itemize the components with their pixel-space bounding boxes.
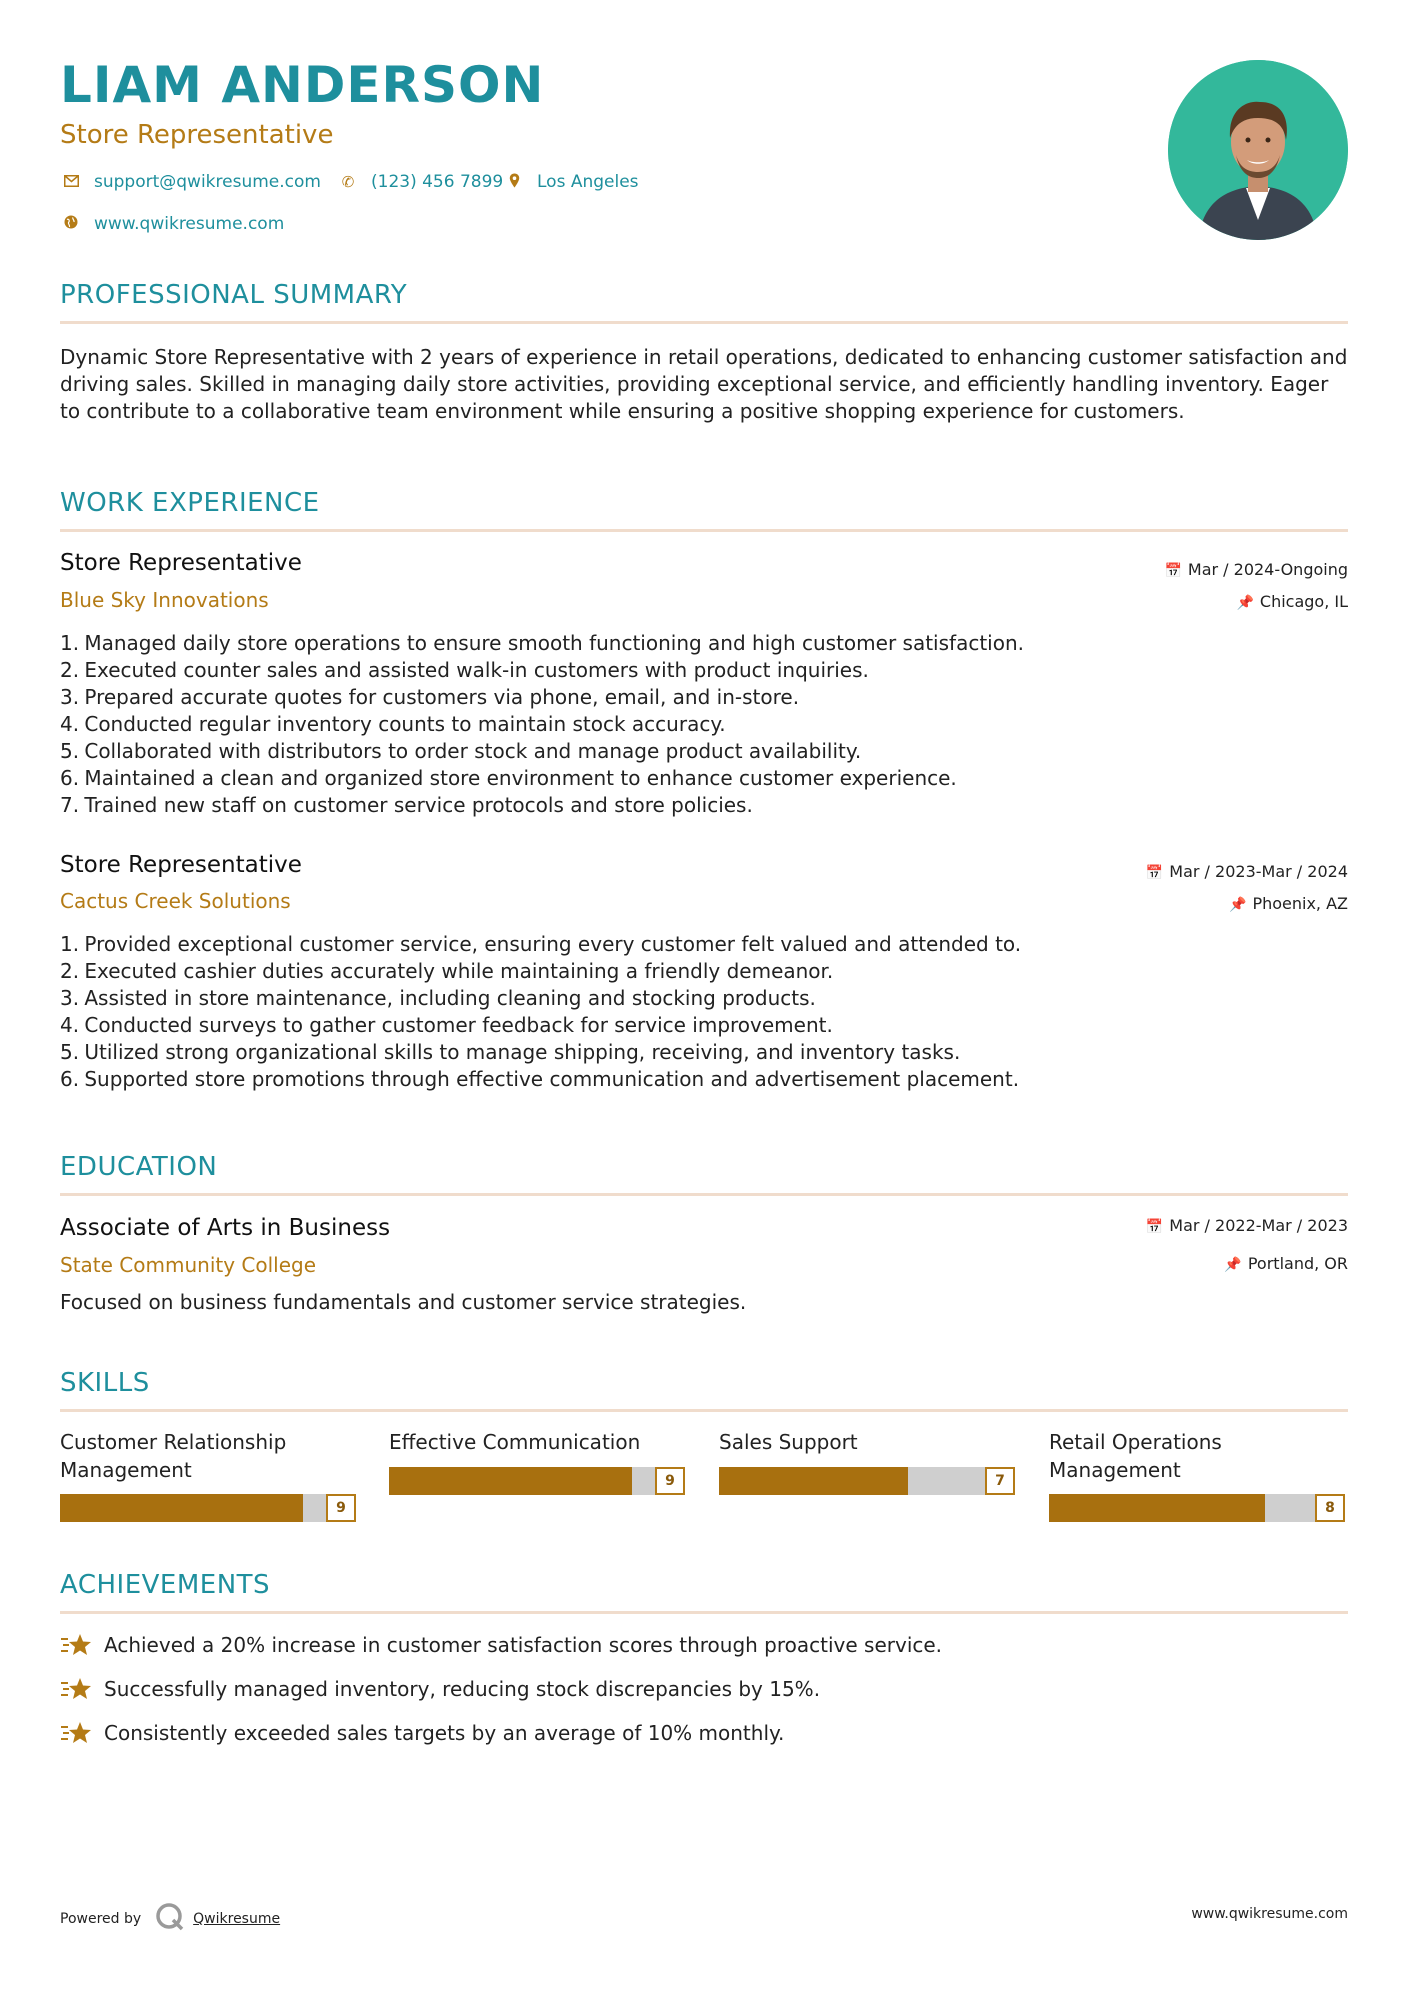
calendar-icon: 📅 <box>1145 865 1164 881</box>
education-heading: EDUCATION <box>60 1152 218 1182</box>
contact-email[interactable] <box>60 172 321 192</box>
skills-divider <box>60 1409 1348 1412</box>
globe-icon <box>60 215 82 233</box>
experience-divider <box>60 529 1348 532</box>
skill-score: 8 <box>1315 1494 1345 1522</box>
skill-bar-fill <box>1049 1494 1265 1522</box>
skill-score: 9 <box>326 1494 356 1522</box>
contact-website[interactable] <box>60 214 284 234</box>
job-dates-text: Mar / 2023-Mar / 2024 <box>1169 862 1348 881</box>
star-icon <box>60 1632 92 1658</box>
skill-score: 7 <box>985 1467 1015 1495</box>
achievement-item <box>60 1676 820 1702</box>
achievements-heading: ACHIEVEMENTS <box>60 1570 271 1600</box>
list-item: 5. Utilized strong organizational skills to manage shipping, receiving, and inventory tasks. <box>60 1040 961 1064</box>
skills-heading: SKILLS <box>60 1368 150 1398</box>
education-dates <box>1146 1216 1348 1235</box>
skill-bar-fill <box>389 1467 632 1495</box>
job-title: Store Representative <box>60 852 302 878</box>
job-title: Store Representative <box>60 550 302 576</box>
education-location-text: Portland, OR <box>1247 1254 1348 1273</box>
calendar-icon: 📅 <box>1145 1219 1164 1235</box>
location-text: Los Angeles <box>537 172 639 192</box>
job-company: Cactus Creek Solutions <box>60 889 291 913</box>
experience-heading: WORK EXPERIENCE <box>60 488 320 518</box>
contact-phone[interactable] <box>337 172 503 192</box>
list-item: 1. Managed daily store operations to ensure smooth functioning and high customer satisfaction. <box>60 631 1024 655</box>
website-text: www.qwikresume.com <box>94 214 285 234</box>
skill-name: Sales Support <box>719 1430 858 1454</box>
map-pin-icon <box>503 173 525 192</box>
candidate-role: Store Representative <box>60 120 334 150</box>
summary-heading: PROFESSIONAL SUMMARY <box>60 280 408 310</box>
skill-bar <box>60 1494 330 1522</box>
candidate-name: LIAM ANDERSON <box>60 56 545 114</box>
education-location <box>1224 1254 1348 1273</box>
contact-location <box>503 172 639 192</box>
footer-url[interactable]: www.qwikresume.com <box>1191 1906 1348 1922</box>
achievement-item <box>60 1720 784 1746</box>
pushpin-icon: 📌 <box>1236 595 1254 611</box>
list-item: 4. Conducted surveys to gather customer feedback for service improvement. <box>60 1013 833 1037</box>
pushpin-icon: 📌 <box>1229 897 1247 913</box>
calendar-icon: 📅 <box>1164 563 1182 579</box>
skill-name: Retail Operations Management <box>1049 1430 1222 1482</box>
phone-icon: ✆ <box>341 173 355 191</box>
degree-title: Associate of Arts in Business <box>60 1215 391 1241</box>
job-dates-text: Mar / 2024-Ongoing <box>1187 560 1348 579</box>
list-item: 2. Executed counter sales and assisted walk-in customers with product inquiries. <box>60 658 869 682</box>
education-dates-text: Mar / 2022-Mar / 2023 <box>1169 1216 1348 1235</box>
skill-bar <box>719 1467 989 1495</box>
skill-name: Effective Communication <box>389 1430 641 1454</box>
summary-divider <box>60 321 1348 324</box>
school-name: State Community College <box>60 1253 317 1277</box>
education-divider <box>60 1193 1348 1196</box>
list-item: 2. Executed cashier duties accurately while maintaining a friendly demeanor. <box>60 959 834 983</box>
pushpin-icon: 📌 <box>1224 1257 1242 1273</box>
list-item: 3. Assisted in store maintenance, including cleaning and stocking products. <box>60 986 816 1010</box>
qwikresume-link[interactable]: Qwikresume <box>193 1911 281 1927</box>
job-company: Blue Sky Innovations <box>60 588 269 612</box>
job-duties-list <box>60 931 1340 1093</box>
achievement-text: Consistently exceeded sales targets by an average of 10% monthly. <box>104 1721 785 1745</box>
footer-powered-by <box>60 1902 280 1936</box>
education-description: Focused on business fundamentals and customer service strategies. <box>60 1290 747 1314</box>
list-item: 3. Prepared accurate quotes for customers via phone, email, and in-store. <box>60 685 800 709</box>
star-icon <box>60 1676 92 1702</box>
skill-name: Customer Relationship Management <box>60 1430 287 1482</box>
job-location <box>1236 592 1348 611</box>
job-location-text: Phoenix, AZ <box>1252 894 1348 913</box>
list-item: 1. Provided exceptional customer service, ensuring every customer felt valued and attended to. <box>60 932 1022 956</box>
qwikresume-logo-icon <box>155 1902 185 1936</box>
list-item: 6. Maintained a clean and organized store environment to enhance customer experience. <box>60 766 957 790</box>
job-location-text: Chicago, IL <box>1259 592 1348 611</box>
list-item: 6. Supported store promotions through effective communication and advertisement placement. <box>60 1067 1020 1091</box>
skill-bar-fill <box>719 1467 908 1495</box>
achievement-text: Successfully managed inventory, reducing stock discrepancies by 15%. <box>104 1677 821 1701</box>
achievement-item <box>60 1632 942 1658</box>
powered-by-text: Powered by <box>60 1911 142 1927</box>
job-dates <box>1146 862 1348 881</box>
skill-bar <box>1049 1494 1319 1522</box>
job-dates <box>1164 560 1348 579</box>
skill-score: 9 <box>655 1467 685 1495</box>
envelope-icon <box>60 173 82 191</box>
list-item: 5. Collaborated with distributors to order stock and manage product availability. <box>60 739 862 763</box>
achievements-divider <box>60 1611 1348 1614</box>
list-item: 7. Trained new staff on customer service protocols and store policies. <box>60 793 753 817</box>
skill-bar <box>389 1467 659 1495</box>
phone-text: (123) 456 7899 <box>371 172 504 192</box>
skill-bar-fill <box>60 1494 303 1522</box>
job-duties-list <box>60 630 1340 819</box>
star-icon <box>60 1720 92 1746</box>
summary-text: Dynamic Store Representative with 2 years of experience in retail operations, dedicated to enhancing customer satisfaction and driving sales. Skilled in managing daily store activities, providing exceptional service, and efficiently handling inventory. Eager to contribute to a collaborative team environment while ensuring a positive shopping experience for customers. <box>60 345 1348 423</box>
job-location <box>1229 894 1348 913</box>
email-text: support@qwikresume.com <box>94 172 321 192</box>
profile-photo <box>1168 60 1348 240</box>
list-item: 4. Conducted regular inventory counts to maintain stock accuracy. <box>60 712 726 736</box>
achievement-text: Achieved a 20% increase in customer satisfaction scores through proactive service. <box>104 1633 943 1657</box>
